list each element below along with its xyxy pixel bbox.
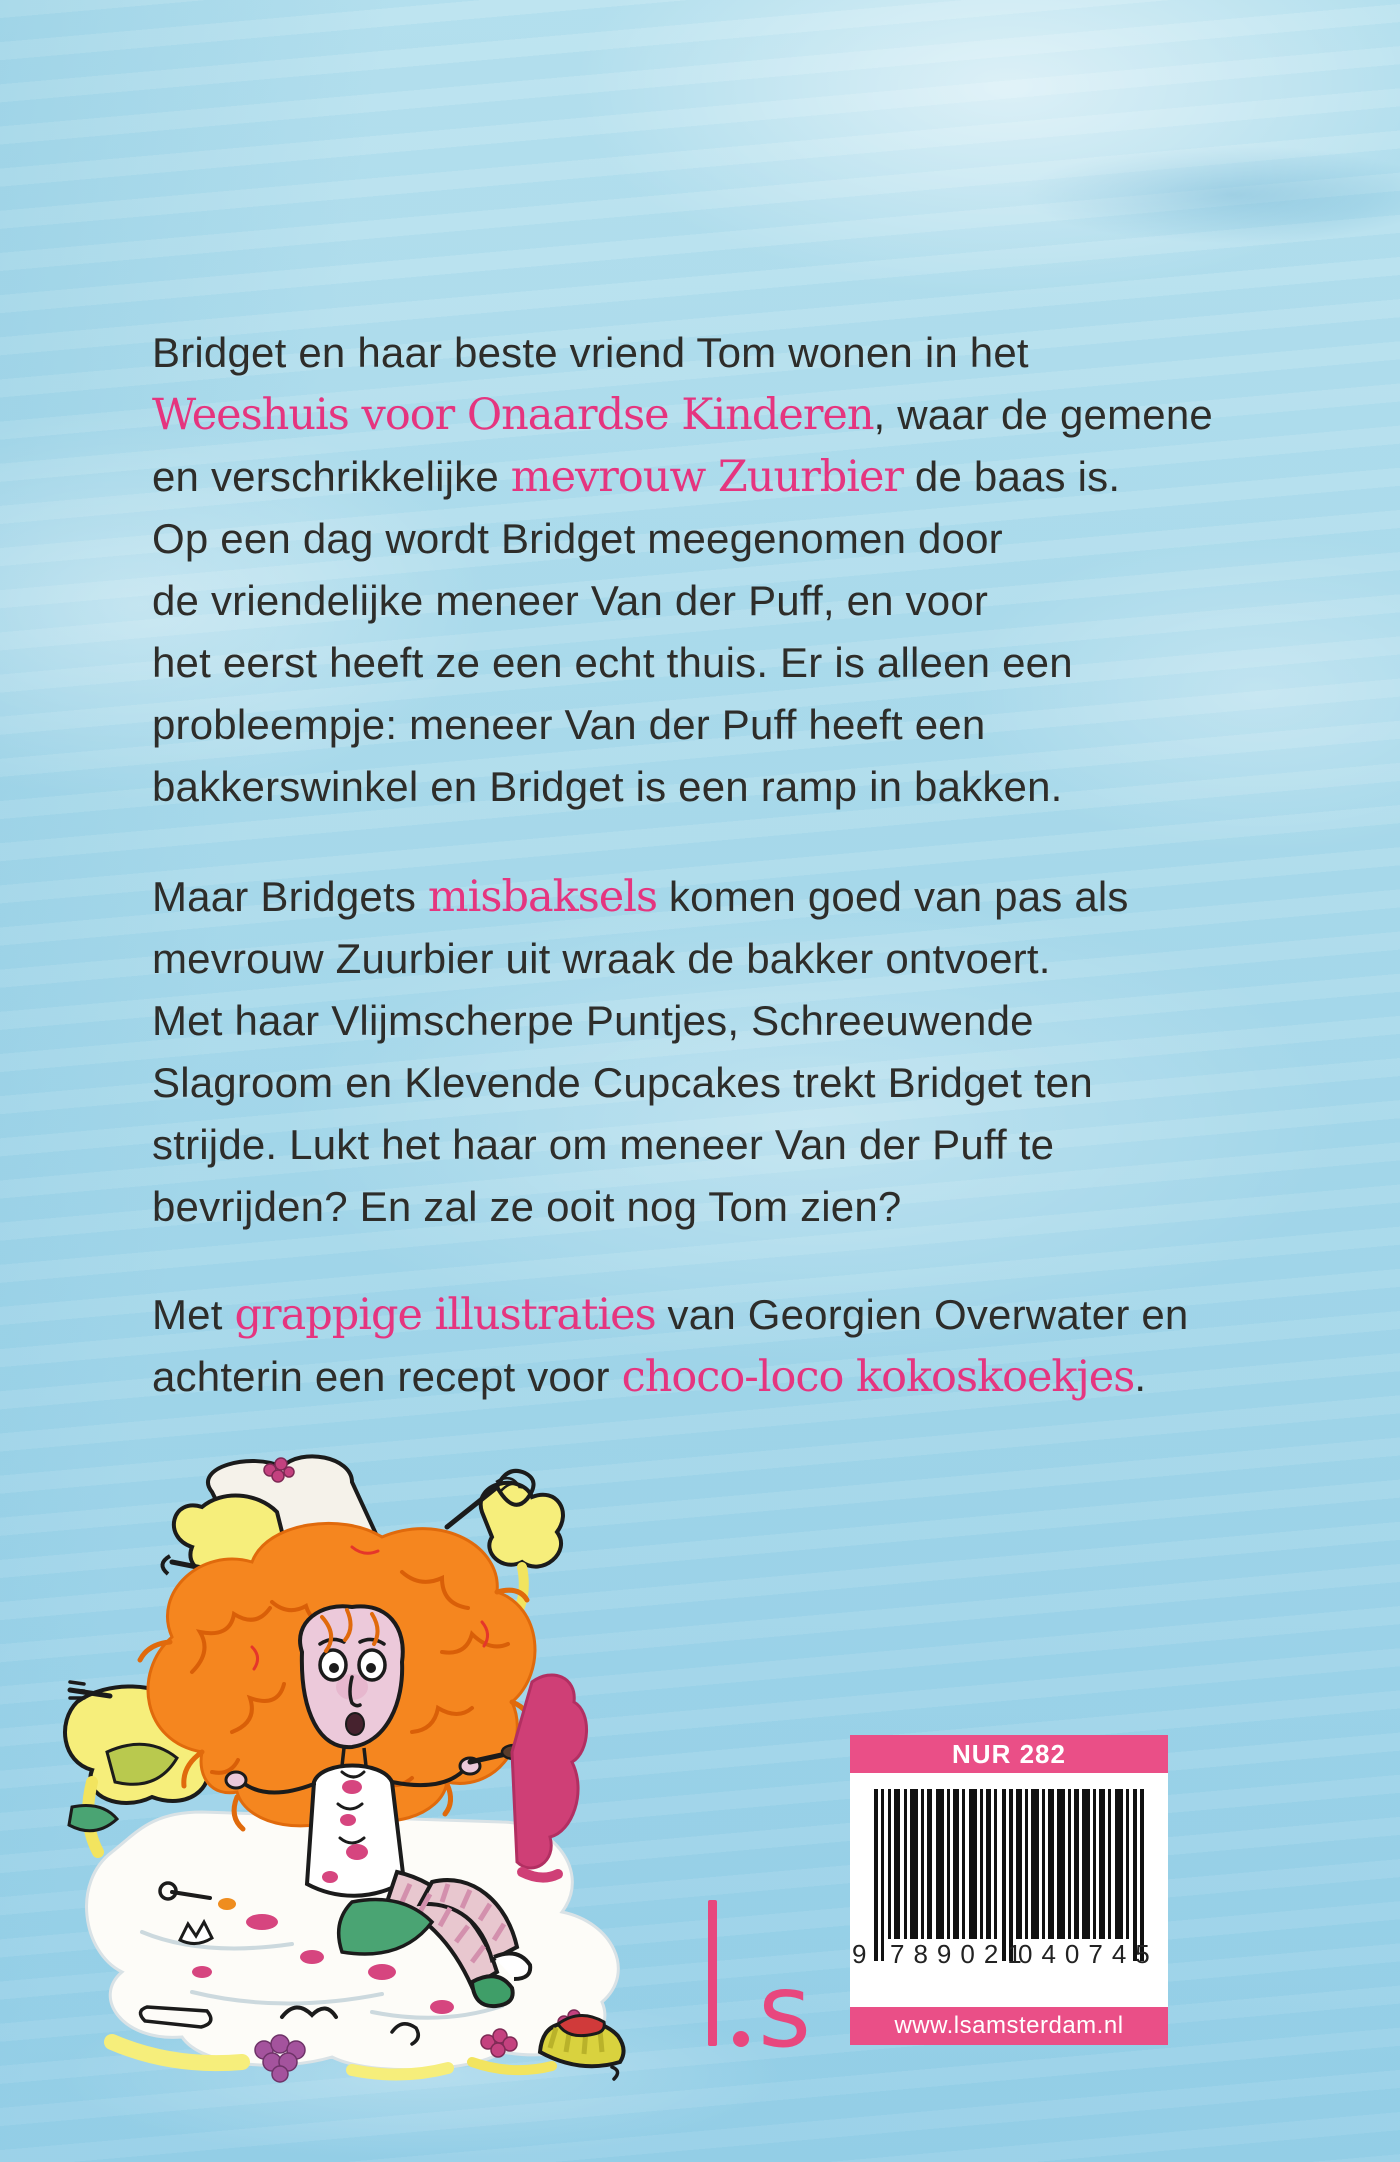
- highlight-misbaksels: misbaksels: [427, 872, 658, 922]
- isbn-digits: [850, 1939, 1168, 1975]
- barcode: [850, 1773, 1168, 2007]
- publisher-logo: [700, 1898, 830, 2053]
- svg-text:s: s: [758, 1952, 812, 2053]
- blurb-text: Met: [152, 1291, 235, 1338]
- blurb-text: probleempje: meneer Van der Puff heeft een: [152, 701, 986, 748]
- cover-illustration: [52, 1452, 642, 2092]
- blurb-text: , waar de gemene: [873, 391, 1213, 438]
- blurb-text: Bridget en haar beste vriend Tom wonen in het: [152, 329, 1029, 376]
- blurb-text: .: [1134, 1353, 1147, 1400]
- blurb-text: en verschrikkelijke: [152, 453, 511, 500]
- blurb-text: bakkerswinkel en Bridget is een ramp in bakken.: [152, 763, 1063, 810]
- blurb-text: van Georgien Overwater en: [655, 1291, 1189, 1338]
- isbn-group-2: 040745: [1018, 1939, 1159, 1969]
- back-cover-blurb: [152, 322, 1352, 1408]
- blurb-text: het eerst heeft ze een echt thuis. Er is alleen een: [152, 639, 1073, 686]
- isbn-group-1: 789021: [890, 1939, 1031, 1969]
- isbn-lead-digit: 9: [852, 1939, 867, 1969]
- barcode-block: [850, 1735, 1168, 2045]
- blurb-text: achterin een recept voor: [152, 1353, 622, 1400]
- highlight-kokoskoekjes: choco-loco kokoskoekjes: [621, 1352, 1135, 1402]
- highlight-zuurbier: mevrouw Zuurbier: [510, 452, 904, 502]
- blurb-paragraph-3: [152, 1284, 1352, 1408]
- blurb-text: Met haar Vlijmscherpe Puntjes, Schreeuwende: [152, 997, 1034, 1044]
- blurb-text: strijde. Lukt het haar om meneer Van der Puff te: [152, 1121, 1055, 1168]
- blurb-text: Maar Bridgets: [152, 873, 428, 920]
- blurb-text: de vriendelijke meneer Van der Puff, en voor: [152, 577, 989, 624]
- highlight-illustraties: grappige illustraties: [234, 1290, 656, 1340]
- nur-badge: NUR 282: [850, 1735, 1168, 1773]
- publisher-website: www.lsamsterdam.nl: [850, 2007, 1168, 2045]
- blurb-paragraph-2: [152, 866, 1352, 1238]
- blurb-text: bevrijden? En zal ze ooit nog Tom zien?: [152, 1183, 902, 1230]
- blurb-text: Slagroom en Klevende Cupcakes trekt Bridget ten: [152, 1059, 1093, 1106]
- highlight-weeshuis: Weeshuis voor Onaardse Kinderen: [152, 390, 874, 440]
- blurb-paragraph-1: [152, 322, 1352, 818]
- blurb-text: de baas is.: [903, 453, 1121, 500]
- blurb-text: komen goed van pas als: [657, 873, 1129, 920]
- blurb-text: Op een dag wordt Bridget meegenomen door: [152, 515, 1003, 562]
- blurb-text: mevrouw Zuurbier uit wraak de bakker ontvoert.: [152, 935, 1051, 982]
